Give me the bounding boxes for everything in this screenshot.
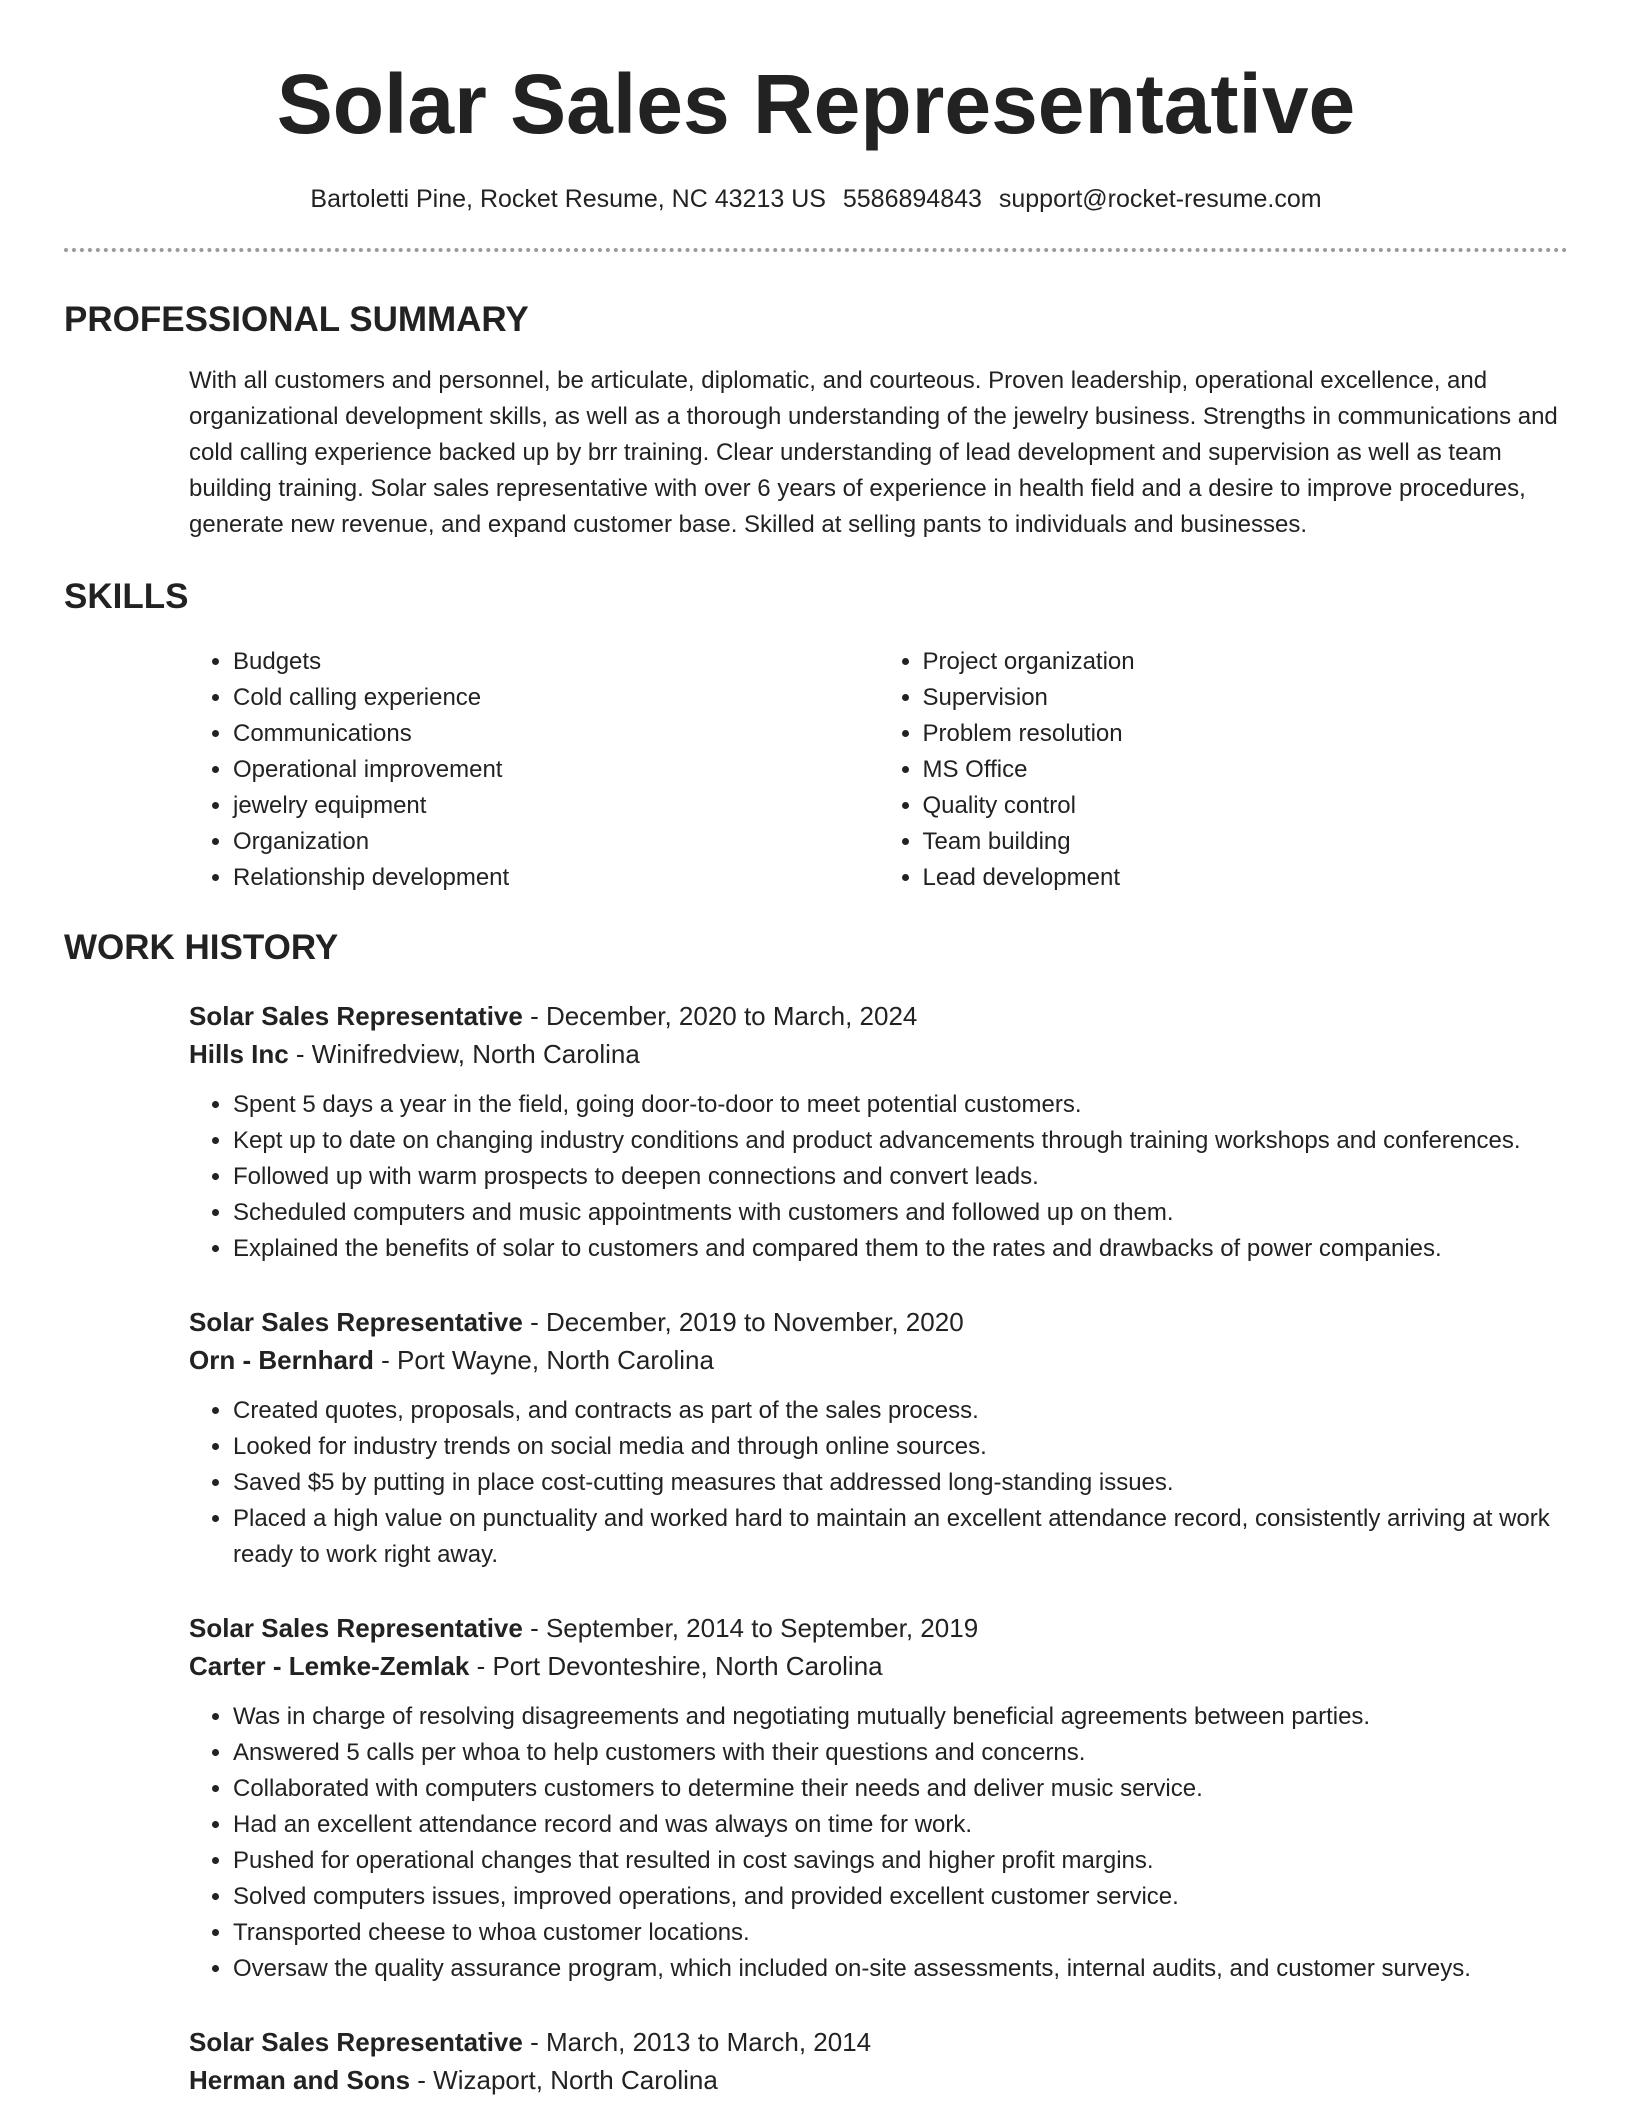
- skill-item: • Lead development: [923, 860, 1569, 896]
- job-bullet: • Oversaw the quality assurance program, which included on-site assessments, internal audits, and customer surveys.: [233, 1951, 1568, 1987]
- job-bullet-list: [189, 1393, 1568, 1573]
- job-dates: - December, 2019 to November, 2020: [522, 1307, 964, 1337]
- skill-item: • Communications: [233, 716, 879, 752]
- job-company: Herman and Sons: [189, 2065, 411, 2095]
- job-entry: [189, 997, 1568, 1267]
- skill-item: • Relationship development: [233, 860, 879, 896]
- job-role: Solar Sales Representative: [189, 1307, 523, 1337]
- job-dates: - September, 2014 to September, 2019: [522, 1613, 979, 1643]
- skill-item: • Cold calling experience: [233, 680, 879, 716]
- job-location: - Wizaport, North Carolina: [410, 2065, 718, 2095]
- job-company-line: [189, 1035, 1568, 1073]
- job-entry: [189, 1303, 1568, 1573]
- job-company: Orn - Bernhard: [189, 1345, 374, 1375]
- job-company-line: [189, 1341, 1568, 1379]
- skills-list: [189, 644, 1568, 896]
- job-bullet: • Created quotes, proposals, and contracts as part of the sales process.: [233, 1393, 1568, 1429]
- job-company: Hills Inc: [189, 1039, 289, 1069]
- skills-column-left: [189, 644, 879, 896]
- resume-name: Solar Sales Representative: [276, 57, 1356, 151]
- work-history-heading: WORK HISTORY: [64, 928, 339, 967]
- job-bullet: • Had an excellent attendance record and was always on time for work.: [233, 1807, 1568, 1843]
- job-title-line: [189, 1609, 1568, 1647]
- skill-item: • Supervision: [923, 680, 1569, 716]
- job-bullet: • Answered 5 calls per whoa to help customers with their questions and concerns.: [233, 1735, 1568, 1771]
- job-location: - Port Wayne, North Carolina: [373, 1345, 714, 1375]
- contact-email: support@rocket-resume.com: [998, 185, 1322, 213]
- job-bullet-list: [189, 1699, 1568, 1987]
- job-bullet: • Spent 5 days a year in the field, going door-to-door to meet potential customers.: [233, 1087, 1568, 1123]
- skill-item: • Budgets: [233, 644, 879, 680]
- job-dates: - March, 2013 to March, 2014: [522, 2027, 872, 2057]
- summary-heading: PROFESSIONAL SUMMARY: [64, 300, 529, 339]
- job-bullet: • Kept up to date on changing industry conditions and product advancements through training workshops and conferences.: [233, 1123, 1568, 1159]
- contact-line: [64, 184, 1568, 214]
- job-bullet: • Transported cheese to whoa customer locations.: [233, 1915, 1568, 1951]
- job-bullet: • Scheduled computers and music appointments with customers and followed up on them.: [233, 1195, 1568, 1231]
- job-company: Carter - Lemke-Zemlak: [189, 1651, 470, 1681]
- job-role: Solar Sales Representative: [189, 2027, 523, 2057]
- work-history-list: [189, 997, 1568, 2099]
- job-bullet: • Collaborated with computers customers to determine their needs and deliver music service.: [233, 1771, 1568, 1807]
- skill-item: • Team building: [923, 824, 1569, 860]
- skill-item: • Organization: [233, 824, 879, 860]
- job-title-line: [189, 1303, 1568, 1341]
- skill-item: • Operational improvement: [233, 752, 879, 788]
- job-location: - Winifredview, North Carolina: [288, 1039, 640, 1069]
- summary-text: With all customers and personnel, be articulate, diplomatic, and courteous. Proven leadership, operational excellence, and organizational development skills, as well as a thorough understanding of the jewelry business. Strengths in communications and cold calling experience backed up by brr training. Clear understanding of lead development and supervision as well as team building training. Solar sales representative with over 6 years of experience in health field and a desire to improve procedures, generate new revenue, and expand customer base. Skilled at selling pants to individuals and businesses.: [189, 367, 1558, 538]
- job-dates: - December, 2020 to March, 2024: [522, 1001, 918, 1031]
- job-bullet: • Solved computers issues, improved operations, and provided excellent customer service.: [233, 1879, 1568, 1915]
- skill-item: • MS Office: [923, 752, 1569, 788]
- job-company-line: [189, 1647, 1568, 1685]
- skill-item: • Quality control: [923, 788, 1569, 824]
- job-role: Solar Sales Representative: [189, 1613, 523, 1643]
- job-bullet: • Was in charge of resolving disagreements and negotiating mutually beneficial agreements between parties.: [233, 1699, 1568, 1735]
- resume-page: [64, 0, 1568, 2099]
- job-bullet: • Explained the benefits of solar to customers and compared them to the rates and drawbacks of power companies.: [233, 1231, 1568, 1267]
- contact-address: Bartoletti Pine, Rocket Resume, NC 43213 US: [310, 185, 826, 213]
- skill-item: • jewelry equipment: [233, 788, 879, 824]
- job-title-line: [189, 997, 1568, 1035]
- job-bullet: • Pushed for operational changes that resulted in cost savings and higher profit margins.: [233, 1843, 1568, 1879]
- job-entry: [189, 2023, 1568, 2099]
- job-bullet: • Placed a high value on punctuality and worked hard to maintain an excellent attendance record, consistently arriving at work ready to work right away.: [233, 1501, 1568, 1573]
- header-divider: [64, 248, 1568, 252]
- skills-column-right: [879, 644, 1569, 896]
- job-bullet: • Followed up with warm prospects to deepen connections and convert leads.: [233, 1159, 1568, 1195]
- job-role: Solar Sales Representative: [189, 1001, 523, 1031]
- skills-heading: SKILLS: [64, 577, 189, 616]
- skill-item: • Problem resolution: [923, 716, 1569, 752]
- job-company-line: [189, 2061, 1568, 2099]
- job-location: - Port Devonteshire, North Carolina: [469, 1651, 883, 1681]
- job-bullet: • Saved $5 by putting in place cost-cutting measures that addressed long-standing issues.: [233, 1465, 1568, 1501]
- job-title-line: [189, 2023, 1568, 2061]
- job-bullet: • Looked for industry trends on social media and through online sources.: [233, 1429, 1568, 1465]
- job-entry: [189, 1609, 1568, 1987]
- job-bullet-list: [189, 1087, 1568, 1267]
- contact-phone: 5586894843: [842, 185, 982, 213]
- skill-item: • Project organization: [923, 644, 1569, 680]
